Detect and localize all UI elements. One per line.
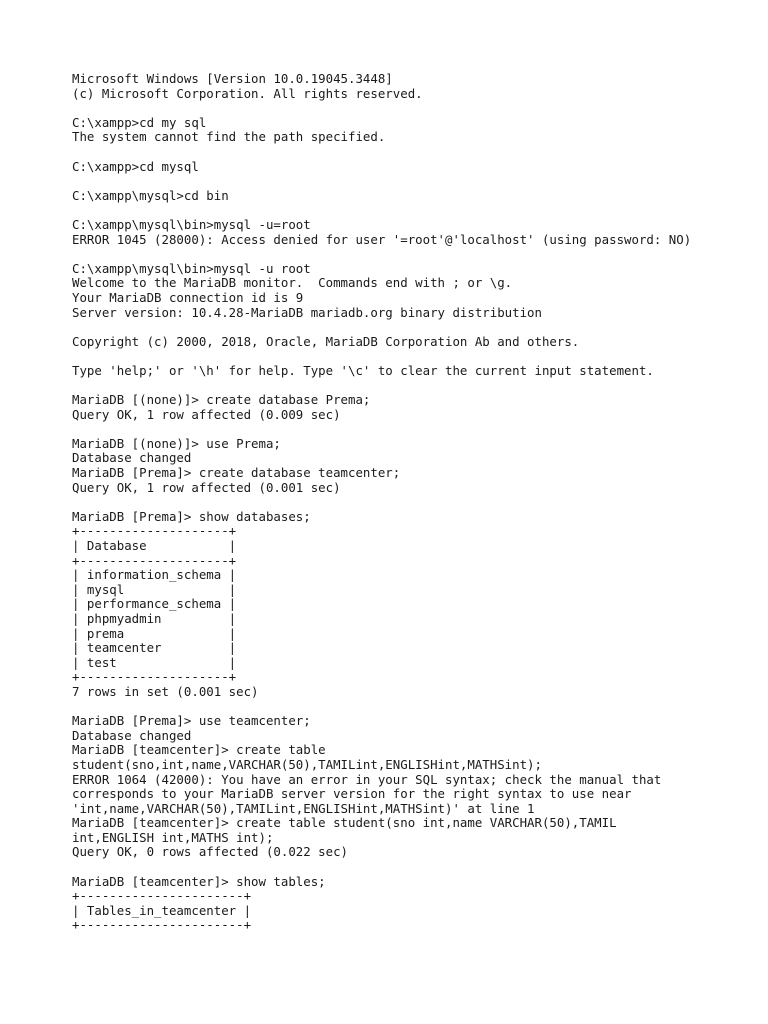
transcript-line: student(sno,int,name,VARCHAR(50),TAMILint,ENGLISHint,MATHSint);: [72, 756, 542, 772]
transcript-line: [72, 700, 748, 715]
transcript-line: MariaDB [teamcenter]> create table student(sno int,name VARCHAR(50),TAMIL: [72, 815, 617, 831]
transcript-line: corresponds to your MariaDB server version for the right syntax to use near: [72, 786, 632, 802]
transcript-line: C:\xampp>cd my sql: [72, 114, 207, 130]
transcript-line: Copyright (c) 2000, 2018, Oracle, MariaDB Corporation Ab and others.: [72, 333, 580, 349]
transcript-line: | prema |: [72, 625, 237, 641]
transcript-line: | performance_schema |: [72, 596, 237, 612]
transcript-line: MariaDB [Prema]> show databases;: [72, 508, 311, 524]
transcript-line: 7 rows in set (0.001 sec): [72, 683, 259, 699]
transcript-line: [72, 145, 748, 160]
transcript-line: | Database |: [72, 538, 237, 553]
transcript-line: MariaDB [teamcenter]> create table: [72, 742, 326, 758]
transcript-line: MariaDB [(none)]> use Prema;: [72, 435, 281, 451]
transcript-line: int,ENGLISH int,MATHS int);: [72, 829, 274, 845]
transcript-line: Database changed: [72, 727, 192, 743]
terminal-transcript: [72, 72, 748, 933]
transcript-line: Server version: 10.4.28-MariaDB mariadb.org binary distribution: [72, 304, 542, 320]
transcript-line: The system cannot find the path specified.: [72, 129, 386, 145]
transcript-line: C:\xampp\mysql\bin>mysql -u root: [72, 260, 311, 276]
transcript-line: Query OK, 1 row affected (0.001 sec): [72, 479, 341, 495]
transcript-line: +--------------------+: [72, 523, 237, 539]
transcript-line: MariaDB [teamcenter]> show tables;: [72, 873, 326, 889]
transcript-line: [72, 349, 748, 364]
transcript-line: (c) Microsoft Corporation. All rights reserved.: [72, 85, 423, 101]
transcript-line: | information_schema |: [72, 567, 237, 583]
transcript-line: 'int,name,VARCHAR(50),TAMILint,ENGLISHint,MATHSint)' at line 1: [72, 800, 535, 816]
transcript-line: +--------------------+: [72, 669, 237, 685]
transcript-line: +----------------------+: [72, 888, 252, 904]
transcript-line: | mysql |: [72, 581, 237, 597]
transcript-line: MariaDB [(none)]> create database Prema;: [72, 392, 371, 408]
transcript-line: C:\xampp\mysql>cd bin: [72, 187, 229, 203]
transcript-line: [72, 203, 748, 218]
transcript-line: ERROR 1045 (28000): Access denied for user '=root'@'localhost' (using password: NO): [72, 231, 692, 247]
transcript-line: [72, 860, 748, 875]
transcript-line: Query OK, 0 rows affected (0.022 sec): [72, 844, 349, 860]
transcript-line: C:\xampp>cd mysql: [72, 158, 199, 174]
transcript-line: | teamcenter |: [72, 640, 237, 656]
transcript-line: Welcome to the MariaDB monitor. Commands end with ; or \g.: [72, 275, 513, 291]
transcript-line: Database changed: [72, 450, 192, 466]
transcript-line: | Tables_in_teamcenter |: [72, 902, 252, 918]
transcript-line: Query OK, 1 row affected (0.009 sec): [72, 406, 341, 422]
transcript-line: C:\xampp\mysql\bin>mysql -u=root: [72, 216, 311, 232]
transcript-line: ERROR 1064 (42000): You have an error in your SQL syntax; check the manual that: [72, 771, 662, 787]
transcript-line: [72, 422, 748, 437]
transcript-line: Type 'help;' or '\h' for help. Type '\c' to clear the current input statement.: [72, 362, 654, 378]
transcript-line: Your MariaDB connection id is 9: [72, 289, 304, 305]
transcript-line: [72, 247, 748, 262]
transcript-line: [72, 378, 748, 393]
transcript-line: [72, 320, 748, 335]
transcript-line: | phpmyadmin |: [72, 610, 237, 626]
transcript-line: Microsoft Windows [Version 10.0.19045.3448]: [72, 71, 393, 86]
transcript-line: | test |: [72, 654, 237, 670]
transcript-line: +--------------------+: [72, 552, 237, 568]
transcript-line: MariaDB [Prema]> create database teamcenter;: [72, 465, 401, 481]
transcript-line: +----------------------+: [72, 917, 252, 933]
transcript-line: [72, 101, 748, 116]
transcript-line: MariaDB [Prema]> use teamcenter;: [72, 713, 311, 729]
transcript-line: [72, 174, 748, 189]
transcript-line: [72, 495, 748, 510]
